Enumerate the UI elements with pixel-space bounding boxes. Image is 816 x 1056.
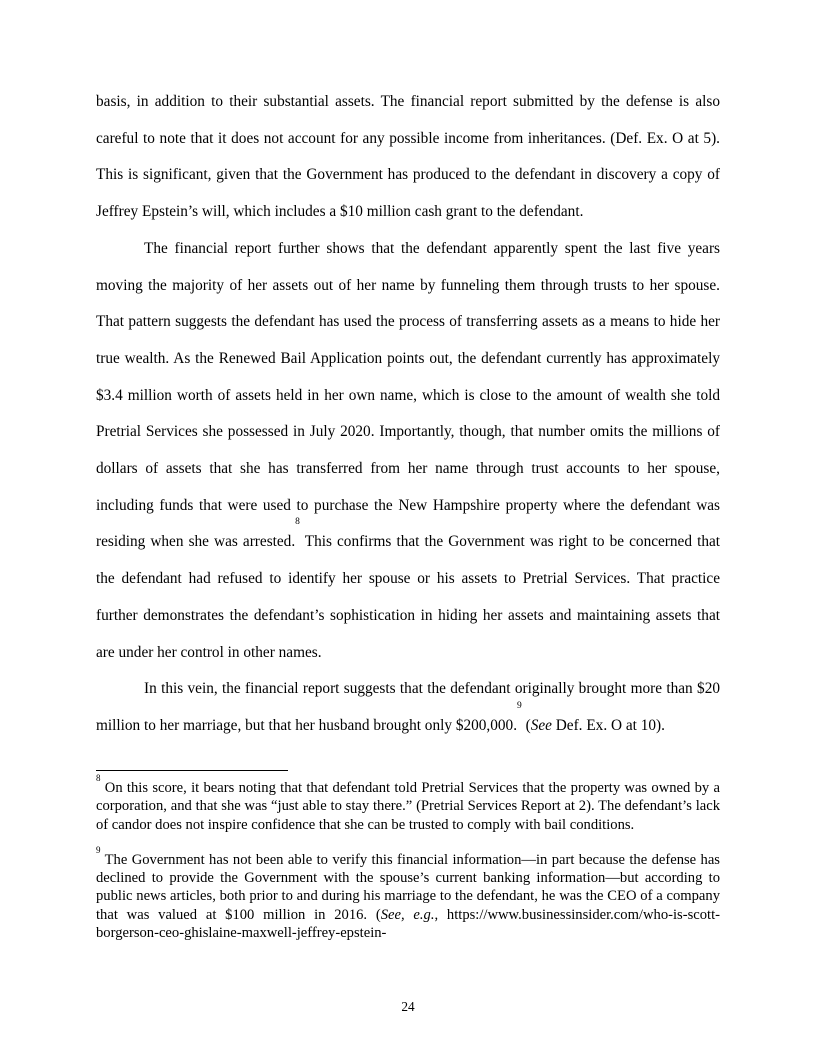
footnote-separator bbox=[96, 770, 288, 771]
page-number: 24 bbox=[401, 999, 415, 1014]
footnote-9-marker: 9 bbox=[96, 844, 101, 855]
paragraph-2 bbox=[96, 231, 720, 671]
paragraph-1: basis, in addition to their substantial assets. The financial report submitted by the defense is also careful to note that it does not account for any possible income from inheritances. (Def. Ex. O at 5). This is significant, given that the Government has produced to the defendant in discovery a copy of Jeffrey Epstein’s will, which includes a $10 million cash grant to the defendant. bbox=[96, 93, 720, 221]
footnote-9-url[interactable]: , https://www.businessinsider.com/who-is-scott-borgerson-ceo-ghislaine-maxwell-jeffrey-epstein- bbox=[96, 906, 720, 942]
footnote-9-see: See, e.g. bbox=[380, 906, 435, 923]
footnotes bbox=[96, 773, 720, 942]
document-body bbox=[96, 84, 720, 745]
footnote-ref-8[interactable]: 8 bbox=[295, 517, 300, 528]
paragraph-3-text: In this vein, the financial report suggests that the defendant originally brought more than $20 million to her marriage, but that her husband brought only $200,000. bbox=[96, 680, 720, 734]
paragraph-3 bbox=[96, 671, 720, 744]
footnote-ref-9[interactable]: 9 bbox=[517, 700, 522, 711]
footnote-9 bbox=[96, 844, 720, 942]
footnote-8 bbox=[96, 773, 720, 834]
footnote-8-text: On this score, it bears noting that that defendant told Pretrial Services that the property was owned by a corporation, and that she was “just able to stay there.” (Pretrial Services Report at 2). The defendant’s lack of candor does not inspire confidence that she can be trusted to comply with bail conditions. bbox=[96, 780, 720, 833]
paragraph-3-see: See bbox=[530, 716, 552, 734]
paragraph-3-cite: Def. Ex. O at 10). bbox=[551, 716, 665, 734]
footnote-8-marker: 8 bbox=[96, 773, 101, 783]
paragraph-3-open: ( bbox=[521, 716, 531, 734]
paragraph-2-text: The financial report further shows that the defendant apparently spent the last five years moving the majority of her assets out of her name by funneling them through trusts to her spouse. That pattern suggests the defendant has used the process of transferring assets as a means to hide her true wealth. As the Renewed Bail Application points out, the defendant currently has approximately $3.4 million worth of assets held in her own name, which is close to the amount of wealth she told Pretrial Services she possessed in July 2020. Importantly, though, that number omits the millions of dollars of assets that she has transferred from her name through trust accounts to her spouse, including funds that were used to purchase the New Hampshire property where the defendant was residing when she was arrested. bbox=[96, 239, 720, 551]
footnote-9-text: The Government has not been able to verify this financial information—in part because the defense has declined to provide the Government with the spouse’s current banking information—but according to public news articles, both prior to and during his marriage to the defendant, he was the CEO of a company that was valued at $100 million in 2016. ( bbox=[96, 851, 720, 923]
paragraph-2-text-cont: This confirms that the Government was right to be concerned that the defendant had refused to identify her spouse or his assets to Pretrial Services. That practice further demonstrates the defendant’s sophistication in hiding her assets and maintaining assets that are under her control in other names. bbox=[96, 533, 721, 661]
